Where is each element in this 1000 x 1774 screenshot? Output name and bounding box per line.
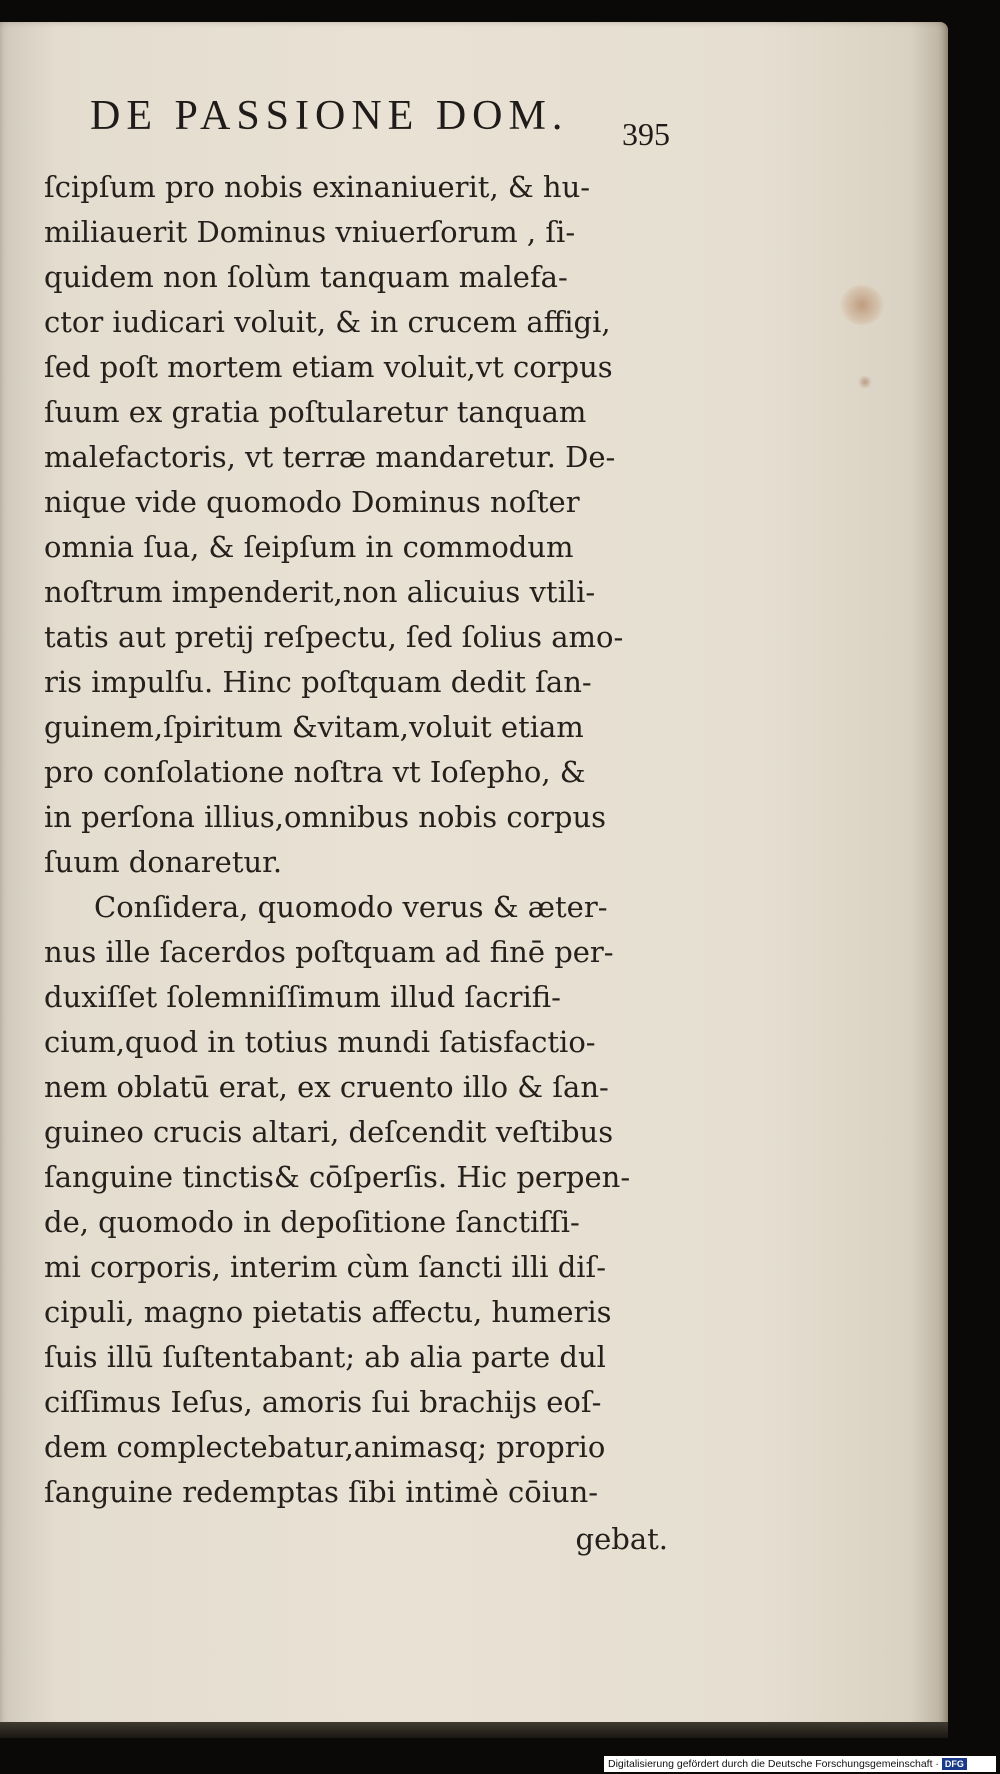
- text-line: nem oblatū erat, ex cruento illo & ſan-: [44, 1070, 609, 1104]
- text-line: ſuum ex gratia poſtularetur tanquam: [44, 395, 587, 429]
- text-line: ſanguine tinctis& cōſperſis. Hic perpen-: [44, 1160, 631, 1194]
- text-line: in perſona illius,omnibus nobis corpus: [44, 800, 607, 834]
- digitization-credit: [604, 1756, 996, 1772]
- catchword: gebat.: [575, 1522, 668, 1556]
- text-line: pro conſolatione noſtra vt Ioſepho, &: [44, 755, 586, 789]
- text-line: nique vide quomodo Dominus noſter: [44, 485, 580, 519]
- page-bottom-edge: [0, 1722, 948, 1738]
- page-number: 395: [622, 116, 670, 152]
- text-line: noſtrum impenderit,non alicuius vtili-: [44, 575, 596, 609]
- text-line: ſed poſt mortem etiam voluit,vt corpus: [44, 350, 613, 384]
- text-line: ctor iudicari voluit, & in crucem affigi,: [44, 305, 611, 339]
- text-line: quidem non ſolùm tanquam malefa-: [44, 260, 568, 294]
- text-line: miliauerit Dominus vniuerſorum , ſi-: [44, 215, 576, 249]
- text-line: ſuis illū ſuſtentabant; ab alia parte dul: [44, 1340, 606, 1374]
- text-line: ſcipſum pro nobis exinaniuerit, & hu-: [44, 170, 591, 204]
- paper-stain-small: [858, 375, 872, 389]
- text-line: duxiſſet ſolemniſſimum illud ſacrifi-: [44, 980, 561, 1014]
- text-line: de, quomodo in depoſitione ſanctiſſi-: [44, 1205, 580, 1239]
- text-line: ſuum donaretur.: [44, 845, 283, 879]
- text-line: ſanguine redemptas ſibi intimè cōiun-: [44, 1475, 599, 1509]
- credit-text: Digitalisierung gefördert durch die Deutsche Forschungsgemeinschaft ·: [608, 1758, 939, 1770]
- text-line: mi corporis, interim cùm ſancti illi diſ-: [44, 1250, 607, 1284]
- running-head: DE PASSIONE DOM.: [90, 93, 569, 139]
- text-line: ris impulſu. Hinc poſtquam dedit ſan-: [44, 665, 592, 699]
- text-line: malefactoris, vt terræ mandaretur. De-: [44, 440, 616, 474]
- text-line: omnia ſua, & ſeipſum in commodum: [44, 530, 574, 564]
- dfg-logo: DFG: [942, 1758, 967, 1770]
- text-line: guinem,ſpiritum &vitam,voluit etiam: [44, 710, 584, 744]
- text-line: ciſſimus Ieſus, amoris ſui brachijs eoſ-: [44, 1385, 602, 1419]
- text-line: guineo crucis altari, deſcendit veſtibus: [44, 1115, 614, 1149]
- paper-stain: [840, 285, 884, 325]
- text-line: cium,quod in totius mundi ſatisfactio-: [44, 1025, 596, 1059]
- text-line: Conſidera, quomodo verus & æter-: [94, 890, 608, 924]
- text-line: cipuli, magno pietatis affectu, humeris: [44, 1295, 612, 1329]
- text-line: tatis aut pretij reſpectu, ſed ſolius amo-: [44, 620, 624, 654]
- text-line: nus ille ſacerdos poſtquam ad finē per-: [44, 935, 614, 969]
- text-line: dem complectebatur,animasq; proprio: [44, 1430, 606, 1464]
